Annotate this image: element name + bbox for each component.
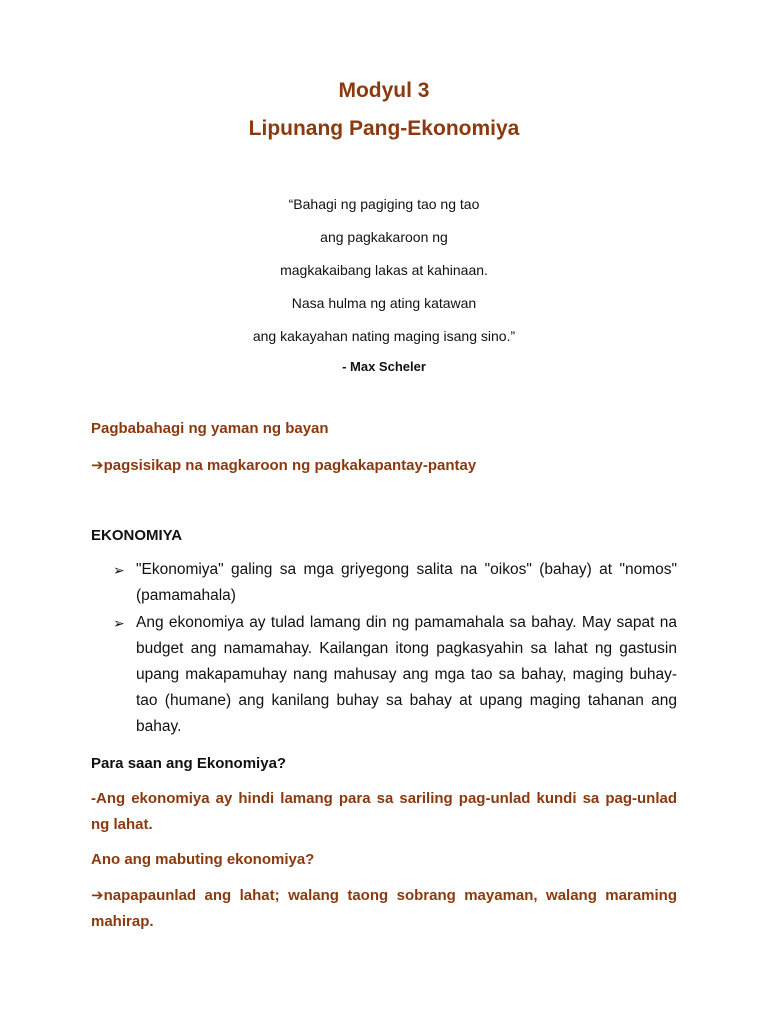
arrow-statement <box>91 456 677 474</box>
question-heading: Para saan ang Ekonomiya? <box>91 755 287 772</box>
arrowhead-bullet-icon: ➢ <box>113 562 125 578</box>
right-arrow-icon: ➔ <box>91 887 104 904</box>
ekonomiya-heading: EKONOMIYA <box>91 527 183 544</box>
list-item-text: "Ekonomiya" galing sa mga griyegong salita na "oikos" (bahay) at "nomos" (pamamahala) <box>136 561 677 604</box>
quote-line: Nasa hulma ng ating katawan <box>291 295 477 311</box>
list-item <box>91 610 677 740</box>
page-title: Lipunang Pang-Ekonomiya <box>248 117 520 140</box>
quote-line: ang pagkakaroon ng <box>320 229 448 245</box>
ekonomiya-bullet-list <box>91 557 677 741</box>
question-heading: Ano ang mabuting ekonomiya? <box>91 851 315 868</box>
list-item <box>91 557 677 609</box>
quote-line: ang kakayahan nating maging isang sino.” <box>252 328 516 344</box>
answer-statement <box>91 883 677 935</box>
quote-line: “Bahagi ng pagiging tao ng tao <box>288 196 480 212</box>
list-item-text: Ang ekonomiya ay tulad lamang din ng pamamahala sa bahay. May sapat na budget ang namamahay. Kailangan itong pagkasyahin sa lahat ng gastusin upang makapamuhay nang mahusay ang mga tao sa bahay, maging buhay-tao (humane) ang kanilang buhay sa bahay at upang maging tahanan ang bahay. <box>136 614 677 735</box>
epigraph-quote <box>0 194 768 374</box>
answer-text: -Ang ekonomiya ay hindi lamang para sa sariling pag-unlad kundi sa pag-unlad ng lahat. <box>91 790 677 833</box>
arrow-statement-text: pagsisikap na magkaroon ng pagkakapantay-pantay <box>103 457 477 474</box>
module-number: Modyul 3 <box>338 79 430 102</box>
arrowhead-bullet-icon: ➢ <box>113 615 125 631</box>
quote-author: - Max Scheler <box>342 359 426 374</box>
quote-line: magkakaibang lakas at kahinaan. <box>280 262 488 278</box>
right-arrow-icon: ➔ <box>91 457 104 474</box>
answer-statement-text: napapaunlad ang lahat; walang taong sobrang mayaman, walang maraming mahirap. <box>91 887 677 930</box>
section-heading: Pagbabahagi ng yaman ng bayan <box>91 420 329 437</box>
